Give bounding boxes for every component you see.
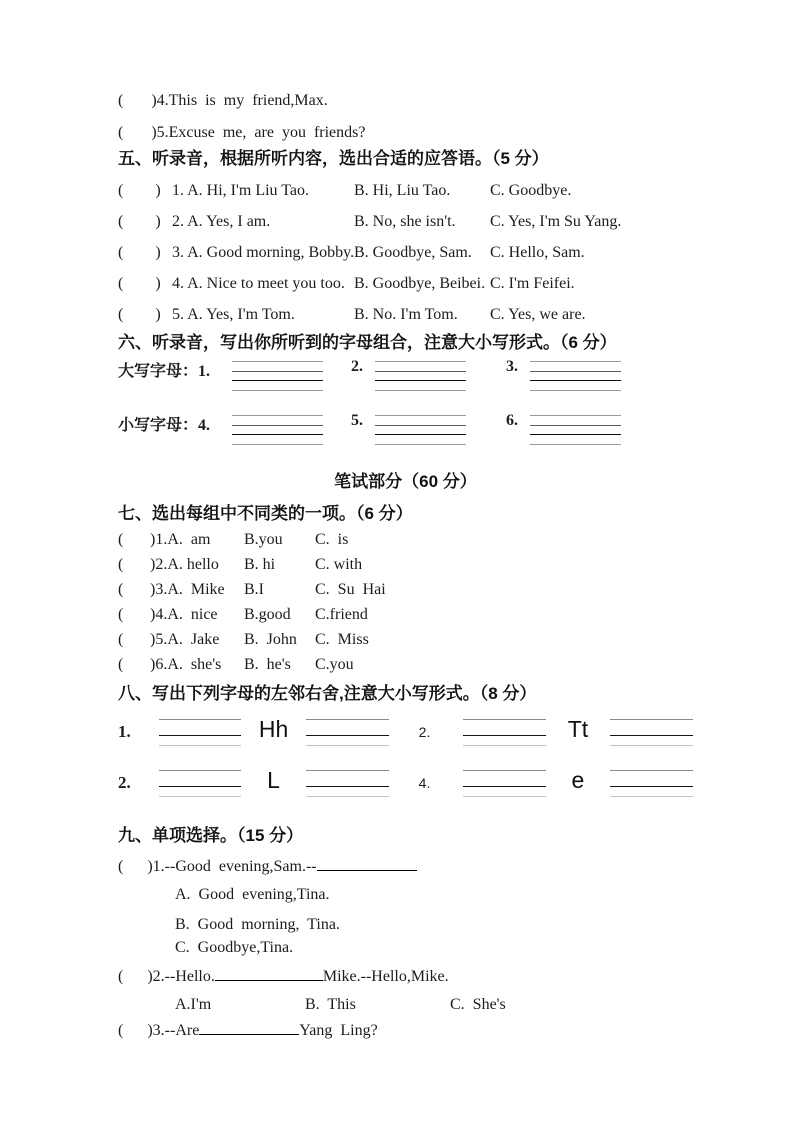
blank-number: 3. xyxy=(506,358,518,375)
s7-question-row xyxy=(118,529,693,551)
s5-question-row xyxy=(118,304,693,326)
option-c: C. Su Hai xyxy=(315,581,386,598)
writing-lines-blank xyxy=(375,415,466,445)
option-b: B.you xyxy=(244,531,283,548)
writing-lines-blank xyxy=(463,719,546,746)
given-letter: Hh xyxy=(258,715,289,742)
answer-paren: ( ) xyxy=(118,275,161,292)
option-a: )1.A. am xyxy=(150,531,211,548)
answer-blank xyxy=(215,966,323,981)
option-c: C. She's xyxy=(450,996,506,1013)
neighbor-letters-row xyxy=(118,758,693,808)
section7-heading: 七、选出每组中不同类的一项。（6 分） xyxy=(118,504,413,523)
writing-lines-blank xyxy=(610,719,693,746)
writing-lines-blank xyxy=(159,719,242,746)
writing-lines-blank xyxy=(530,415,621,445)
option-c: C. Goodbye,Tina. xyxy=(175,939,294,956)
s7-question-row xyxy=(118,654,693,676)
option-a: )3.A. Mike xyxy=(150,581,225,598)
item-number: 2. xyxy=(418,724,431,740)
option-b: B. No. I'm Tom. xyxy=(354,306,458,323)
s5-question-row xyxy=(118,242,693,264)
option-b: B. John xyxy=(244,631,297,648)
s7-question-row xyxy=(118,579,693,601)
section8-heading: 八、写出下列字母的左邻右舍,注意大小写形式。（8 分） xyxy=(118,684,537,703)
writing-lines-blank xyxy=(530,361,621,391)
answer-paren: ( ) xyxy=(118,306,161,323)
option-a: 3. A. Good morning, Bobby. xyxy=(172,244,355,261)
lowercase-label: 小写字母：4. xyxy=(118,417,211,434)
option-c: C. Yes, I'm Su Yang. xyxy=(490,213,622,230)
listening-item-5: ( )5.Excuse me, are you friends? xyxy=(118,124,366,141)
neighbor-letters-row xyxy=(118,707,693,757)
answer-paren: ( ) xyxy=(118,244,161,261)
answer-paren: ( xyxy=(118,531,124,548)
writing-lines-blank xyxy=(232,415,323,445)
given-letter: Tt xyxy=(567,715,589,742)
option-a: 5. A. Yes, I'm Tom. xyxy=(172,306,295,323)
answer-paren: ( xyxy=(118,606,124,623)
answer-paren: ( ) xyxy=(118,182,161,199)
option-c: C.friend xyxy=(315,606,368,623)
section6-heading: 六、听录音，写出你所听到的字母组合，注意大小写形式。（6 分） xyxy=(118,333,617,352)
option-b: B. This xyxy=(305,996,356,1013)
answer-paren: ( xyxy=(118,556,124,573)
section9-heading: 九、单项选择。（15 分） xyxy=(118,826,304,845)
lowercase-letters-row xyxy=(118,412,693,446)
answer-blank xyxy=(317,856,417,871)
option-a: )4.A. nice xyxy=(150,606,218,623)
question-text: Yang Ling? xyxy=(299,1022,378,1039)
option-a: 2. A. Yes, I am. xyxy=(172,213,271,230)
writing-lines-blank xyxy=(232,361,323,391)
blank-number: 6. xyxy=(506,412,518,429)
option-c: C. Goodbye. xyxy=(490,182,572,199)
option-a: )2.A. hello xyxy=(150,556,219,573)
listening-item-4: ( )4.This is my friend,Max. xyxy=(118,92,328,109)
s9-question-1 xyxy=(118,856,693,878)
uppercase-letters-row xyxy=(118,358,693,392)
answer-paren: ( xyxy=(118,581,124,598)
option-b: B. hi xyxy=(244,556,276,573)
option-a: 4. A. Nice to meet you too. xyxy=(172,275,345,292)
writing-lines-blank xyxy=(306,719,389,746)
option-c: C. Yes, we are. xyxy=(490,306,586,323)
s7-question-row xyxy=(118,604,693,626)
option-b: B. Goodbye, Beibei. xyxy=(354,275,486,292)
s7-question-row xyxy=(118,554,693,576)
option-b: B.good xyxy=(244,606,291,623)
writing-lines-blank xyxy=(610,770,693,797)
item-number: 4. xyxy=(418,775,431,791)
option-a: 1. A. Hi, I'm Liu Tao. xyxy=(172,182,310,199)
given-letter: L xyxy=(267,766,280,793)
option-a: A. Good evening,Tina. xyxy=(175,886,330,903)
writing-lines-blank xyxy=(375,361,466,391)
s5-question-row xyxy=(118,180,693,202)
s9-question-2 xyxy=(118,966,693,988)
option-c: C. is xyxy=(315,531,349,548)
option-a: )5.A. Jake xyxy=(150,631,220,648)
option-a: A.I'm xyxy=(175,996,212,1013)
given-letter: e xyxy=(571,766,585,793)
option-c: C.you xyxy=(315,656,354,673)
question-text: ( )1.--Good evening,Sam.-- xyxy=(118,858,317,875)
s7-question-row xyxy=(118,629,693,651)
answer-paren: ( ) xyxy=(118,213,161,230)
blank-number: 5. xyxy=(351,412,363,429)
item-number: 2. xyxy=(118,773,131,792)
answer-paren: ( xyxy=(118,631,124,648)
option-b: B. Hi, Liu Tao. xyxy=(354,182,451,199)
option-b: B. No, she isn't. xyxy=(354,213,456,230)
option-b: B.I xyxy=(244,581,264,598)
option-c: C. with xyxy=(315,556,363,573)
option-c: C. I'm Feifei. xyxy=(490,275,575,292)
s9-question-3 xyxy=(118,1020,693,1042)
s5-question-row xyxy=(118,273,693,295)
option-b: B. Good morning, Tina. xyxy=(175,916,340,933)
s5-question-row xyxy=(118,211,693,233)
option-b: B. he's xyxy=(244,656,291,673)
blank-number: 2. xyxy=(351,358,363,375)
option-b: B. Goodbye, Sam. xyxy=(354,244,472,261)
option-c: C. Miss xyxy=(315,631,369,648)
writing-lines-blank xyxy=(306,770,389,797)
item-number: 1. xyxy=(118,722,131,741)
writing-lines-blank xyxy=(463,770,546,797)
option-c: C. Hello, Sam. xyxy=(490,244,585,261)
question-text: ( )2.--Hello. xyxy=(118,968,215,985)
question-text: Mike.--Hello,Mike. xyxy=(322,968,449,985)
s9-question-2-options xyxy=(175,994,693,1016)
answer-paren: ( xyxy=(118,656,124,673)
uppercase-label: 大写字母：1. xyxy=(118,363,211,380)
option-a: )6.A. she's xyxy=(150,656,222,673)
section5-heading: 五、听录音，根据所听内容，选出合适的应答语。（5 分） xyxy=(118,149,549,168)
question-text: ( )3.--Are xyxy=(118,1022,200,1039)
answer-blank xyxy=(199,1020,299,1035)
written-part-title: 笔试部分（60 分） xyxy=(334,472,477,491)
writing-lines-blank xyxy=(159,770,242,797)
